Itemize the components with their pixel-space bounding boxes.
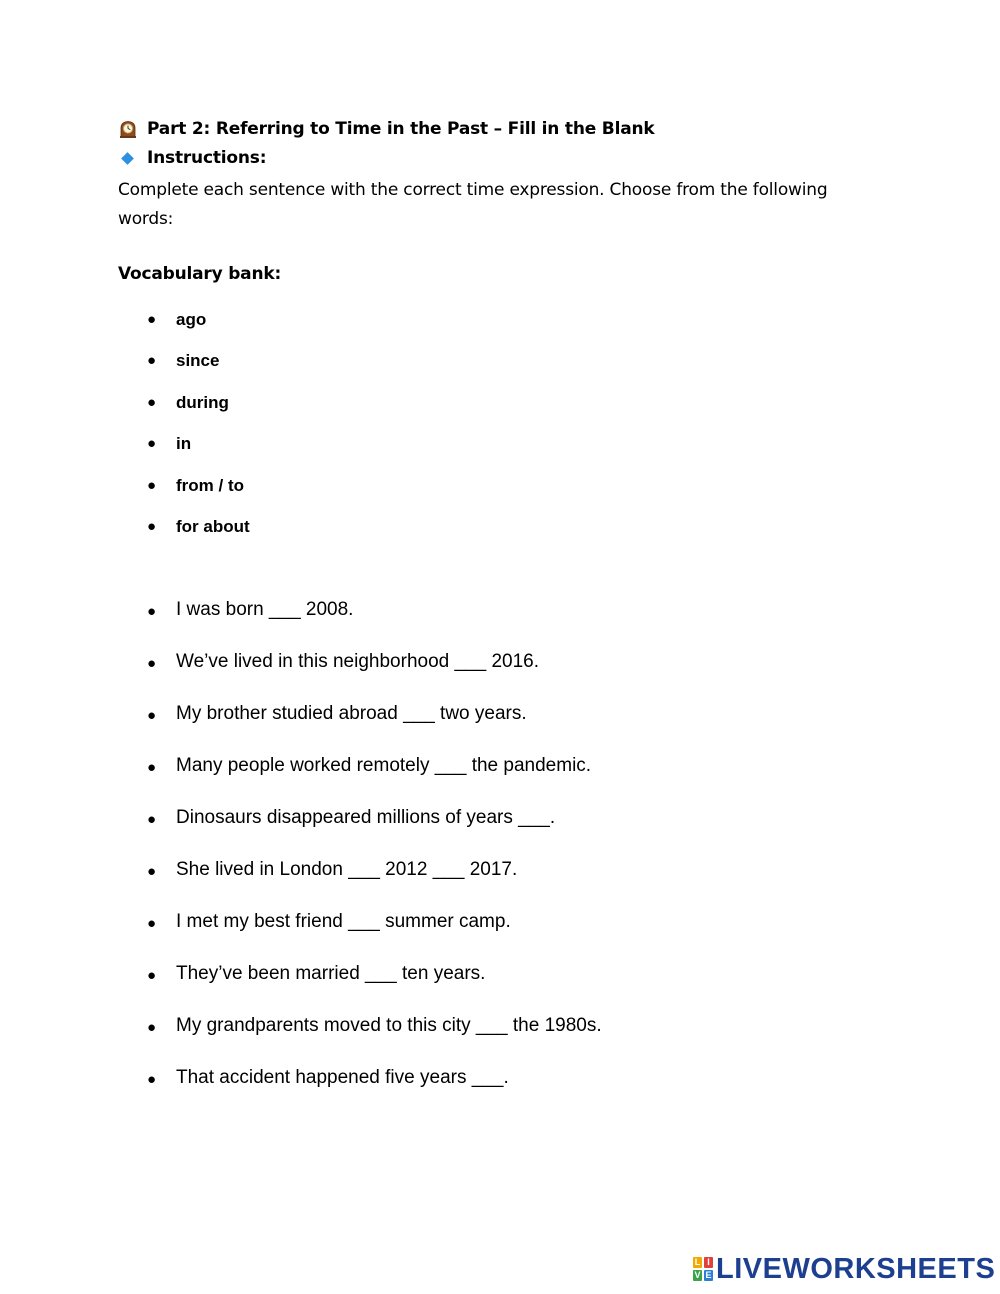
bullet: ● xyxy=(147,863,157,880)
vocabulary-list xyxy=(0,309,250,557)
bullet: ● xyxy=(147,655,157,672)
vocabulary-heading: Vocabulary bank: xyxy=(118,264,282,284)
vocabulary-item: ● ago xyxy=(147,310,207,329)
mantelpiece-clock-icon xyxy=(118,119,138,139)
sentence-item: ● Dinosaurs disappeared millions of years ___. xyxy=(0,806,602,858)
bullet: ● xyxy=(147,967,157,984)
blue-diamond-icon xyxy=(121,152,134,165)
bullet: ● xyxy=(147,517,157,535)
sentence-item: ● I met my best friend ___ summer camp. xyxy=(0,910,602,962)
vocabulary-item: ● in xyxy=(147,434,192,454)
bullet: ● xyxy=(147,352,157,370)
bullet: ● xyxy=(147,1019,157,1036)
bullet: ● xyxy=(147,707,157,724)
bullet: ● xyxy=(147,811,157,828)
bullet: ● xyxy=(147,435,157,453)
worksheet-title-line xyxy=(118,119,654,139)
sentence-item: ● We’ve lived in this neighborhood ___ 2016. xyxy=(0,650,602,702)
bullet: ● xyxy=(147,915,157,932)
sentence-item: ● That accident happened five years ___. xyxy=(0,1066,602,1118)
bullet: ● xyxy=(147,603,157,620)
sentence-item: ● They’ve been married ___ ten years. xyxy=(0,962,602,1014)
vocabulary-item: ● for about xyxy=(147,516,250,536)
vocabulary-item: ● from / to xyxy=(147,475,244,495)
bullet: ● xyxy=(147,1071,157,1088)
sentence-item: ● My grandparents moved to this city ___ the 1980s. xyxy=(0,1014,602,1066)
sentence-item: ● She lived in London ___ 2012 ___ 2017. xyxy=(0,858,602,910)
sentence-list xyxy=(0,598,602,1118)
vocabulary-item: ● since xyxy=(147,351,220,371)
logo-text: LIVEWORKSHEETS xyxy=(716,1253,996,1285)
bullet: ● xyxy=(147,311,157,328)
page-title: Part 2: Referring to Time in the Past – Fill in the Blank xyxy=(147,119,655,139)
logo-mark-icon: L I V E xyxy=(694,1257,712,1280)
bullet: ● xyxy=(147,393,157,411)
instructions-label-line xyxy=(118,148,266,168)
bullet: ● xyxy=(147,476,157,494)
sentence-item: ● My brother studied abroad ___ two years. xyxy=(0,702,602,754)
liveworksheets-logo xyxy=(693,1254,995,1284)
sentence-item: ● Many people worked remotely ___ the pandemic. xyxy=(0,754,602,806)
vocabulary-item: ● during xyxy=(147,392,229,412)
sentence-item: ● I was born ___ 2008. xyxy=(0,598,602,650)
bullet: ● xyxy=(147,759,157,776)
instructions-text: Complete each sentence with the correct time expression. Choose from the following words: xyxy=(118,180,828,229)
instructions-label: Instructions: xyxy=(147,148,267,168)
